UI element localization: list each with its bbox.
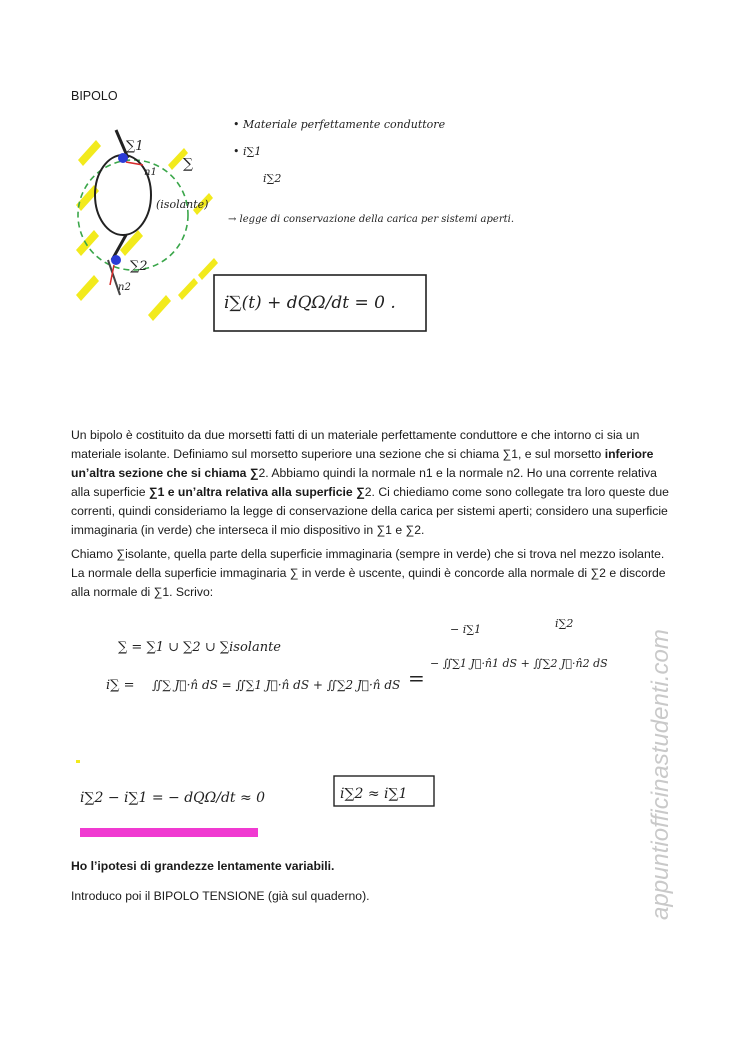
n1-label: n1 bbox=[144, 167, 157, 178]
paragraph-ipotesi: Ho l’ipotesi di grandezze lentamente variabili. bbox=[71, 859, 335, 873]
over-label-i-sigma1: − i∑1 bbox=[450, 623, 482, 636]
integral-derivation-figure bbox=[100, 615, 640, 715]
boxed-equation: i∑(t) + dQΩ/dt = 0 . bbox=[224, 293, 396, 313]
n2-label: n2 bbox=[118, 282, 131, 293]
paragraph-sigma-isolante: Chiamo ∑isolante, quella parte della superficie immaginaria (sempre in verde) che si trova nel mezzo isolante. La normale della superficie immaginaria ∑ in verde è uscente, quindi è concorde alla normale di ∑2 e discorde alla normale di ∑1. Scrivo: bbox=[71, 547, 666, 599]
sigma-label: ∑ bbox=[183, 156, 193, 172]
over-label-i-sigma2: i∑2 bbox=[555, 617, 574, 630]
note-i-sigma2: i∑2 bbox=[263, 172, 282, 185]
i-sigma-lhs: i∑ = bbox=[106, 678, 135, 693]
result-equation: i∑2 − i∑1 = − dQΩ/dt ≈ 0 bbox=[80, 790, 266, 806]
bipolo-sketch-figure bbox=[68, 110, 515, 340]
note-i-sigma1: • i∑1 bbox=[233, 145, 262, 158]
note-conduttore: • Materiale perfettamente conduttore bbox=[233, 118, 446, 131]
paragraph-bipolo-description: Un bipolo è costituito da due morsetti fatti di un materiale perfettamente conduttore e che intorno ci sia un materiale isolante. Definiamo sul morsetto superiore una sezione che si chiama ∑1, e sul morsetto inferiore un’altra sezione che si chiama ∑2. Abbiamo quindi la normale n1 e la normale n2. Ho una corrente relativa alla superficie ∑1 e un’altra relativa alla superficie ∑2. Ci chiediamo come sono collegate tra loro queste due correnti, quindi consideriamo la legge di conservazione della carica per sistemi aperti; considero una superficie immaginaria (in verde) che interseca il mio dispositivo in ∑1 e ∑2. bbox=[71, 428, 669, 537]
sigma1-label: ∑1 bbox=[126, 139, 144, 154]
integral-normals: − ∬∑1 J⃗·n̂1 dS + ∬∑2 J⃗·n̂2 dS bbox=[430, 657, 608, 670]
note-legge-conservazione: → legge di conservazione della carica per sistemi aperti. bbox=[228, 214, 515, 225]
magenta-highlight bbox=[80, 828, 258, 837]
boxed-result: i∑2 ≈ i∑1 bbox=[340, 786, 408, 802]
section-title: BIPOLO bbox=[71, 89, 118, 103]
surface-integral-split: ∬∑ J⃗·n̂ dS = ∬∑1 J⃗·n̂ dS + ∬∑2 J⃗·n̂ dS bbox=[152, 678, 401, 692]
sigma2-terminal bbox=[111, 255, 121, 265]
paragraph-bipolo-tensione: Introduco poi il BIPOLO TENSIONE (già sul quaderno). bbox=[71, 889, 370, 903]
isolante-label: (isolante) bbox=[156, 198, 209, 211]
equals-sign: = bbox=[408, 666, 425, 690]
current-result-figure bbox=[76, 760, 456, 850]
sigma2-label: ∑2 bbox=[130, 259, 148, 274]
sigma-union-line: ∑ = ∑1 ∪ ∑2 ∪ ∑isolante bbox=[118, 640, 281, 655]
svg-text:appuntiofficinastudenti.com: appuntiofficinastudenti.com bbox=[647, 629, 674, 920]
watermark bbox=[647, 540, 674, 920]
